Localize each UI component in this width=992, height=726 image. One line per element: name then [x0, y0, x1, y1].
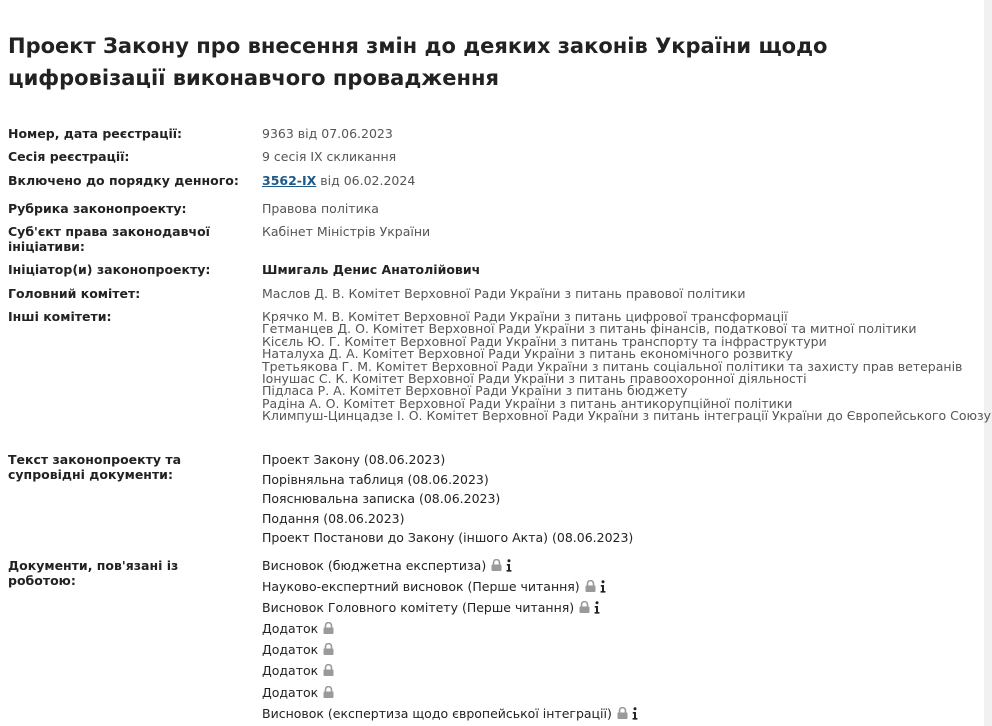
related-documents-list: [262, 555, 638, 724]
committee-item: Крячко М. В. Комітет Верховної Ради України з питань цифрової трансформації: [262, 309, 788, 324]
main-committee-value: Маслов Д. В. Комітет Верховної Ради України з питань правової політики: [262, 286, 746, 301]
info-icon[interactable]: [632, 707, 638, 720]
document-link[interactable]: Порівняльна таблиця (08.06.2023): [262, 471, 489, 487]
initiator-value: Шмигаль Денис Анатолійович: [262, 262, 481, 277]
rubric-label: Рубрика законопроекту:: [8, 201, 187, 216]
subject-label: Суб'єкт права законодавчої ініціативи:: [8, 224, 210, 254]
other-committees-label: Інші комітети:: [8, 309, 112, 324]
registration-value: 9363 від 07.06.2023: [262, 126, 393, 141]
document-link[interactable]: Проект Постанови до Закону (іншого Акта) (08.06.2023): [262, 530, 634, 546]
committee-item: Третьякова Г. М. Комітет Верховної Ради України з питань соціальної політики та захисту прав ветеранів: [262, 358, 963, 374]
agenda-date: від 06.02.2024: [320, 173, 416, 188]
info-icon[interactable]: [506, 559, 512, 572]
lock-icon: [617, 707, 628, 719]
main-committee-label: Головний комітет:: [8, 286, 141, 301]
related-document-item: [262, 682, 638, 703]
lock-icon: [323, 643, 334, 655]
document-link[interactable]: Пояснювальна записка (08.06.2023): [262, 491, 501, 507]
documents-label: Текст законопроекту та супровідні документи:: [8, 452, 182, 482]
related-document-link[interactable]: Висновок (бюджетна експертиза): [262, 558, 487, 573]
committee-item: Іонушас С. К. Комітет Верховної Ради України з питань правоохоронної діяльності: [262, 371, 807, 387]
subject-value: Кабінет Міністрів України: [262, 224, 431, 239]
committee-item: Радіна А. О. Комітет Верховної Ради України з питань антикорупційної політики: [262, 395, 793, 411]
related-document-link[interactable]: Науково-експертний висновок (Перше читання): [262, 579, 580, 595]
related-document-link[interactable]: Додаток: [262, 642, 319, 658]
related-document-item: [262, 660, 638, 681]
committee-item: Наталуха Д. А. Комітет Верховної Ради України з питань економічного розвитку: [262, 346, 793, 362]
lock-icon: [585, 580, 596, 592]
related-document-link[interactable]: Додаток: [262, 621, 319, 637]
committee-item: Климпуш-Цинцадзе І. О. Комітет Верховної Ради України з питань інтеграції України до Європейського Союзу: [262, 408, 992, 424]
lock-icon: [491, 559, 502, 571]
initiator-label: Ініціатор(и) законопроекту:: [8, 262, 211, 277]
related-document-link[interactable]: Додаток: [262, 684, 319, 700]
agenda-label: Включено до порядку денного:: [8, 173, 239, 188]
lock-icon: [579, 601, 590, 613]
info-icon[interactable]: [594, 601, 600, 614]
agenda-resolution-link[interactable]: 3562-IX: [262, 173, 317, 188]
committee-item: Гетманцев Д. О. Комітет Верховної Ради України з питань фінансів, податкової та митної політики: [262, 321, 917, 337]
committee-item: Кісєль Ю. Г. Комітет Верховної Ради України з питань транспорту та інфраструктури: [262, 333, 827, 349]
related-document-link[interactable]: Висновок (експертиза щодо європейської інтеграції): [262, 705, 612, 721]
documents-list: [262, 450, 633, 548]
related-document-item: [262, 618, 638, 639]
related-document-item: [262, 597, 638, 618]
info-icon[interactable]: [600, 580, 606, 593]
related-documents-label: Документи, пов'язані із роботою:: [8, 558, 179, 588]
related-document-item: [262, 576, 638, 597]
registration-label: Номер, дата реєстрації:: [8, 126, 183, 141]
session-label: Сесія реєстрації:: [8, 149, 130, 164]
page-title: Проект Закону про внесення змін до деяких законів України щодо цифровізації виконавчого провадження: [8, 34, 828, 90]
agenda-value: [262, 173, 415, 188]
related-document-link[interactable]: Додаток: [262, 663, 319, 679]
related-document-link[interactable]: Висновок Головного комітету (Перше читання): [262, 600, 575, 616]
rubric-value: Правова політика: [262, 201, 379, 216]
other-committees-list: [262, 311, 991, 423]
lock-icon: [323, 664, 334, 676]
session-value: 9 сесія IX скликання: [262, 149, 397, 164]
related-document-item: [262, 639, 638, 660]
lock-icon: [323, 622, 334, 634]
related-document-item: [262, 703, 638, 724]
lock-icon: [323, 686, 334, 698]
document-link[interactable]: Подання (08.06.2023): [262, 510, 405, 526]
document-link[interactable]: Проект Закону (08.06.2023): [262, 452, 446, 467]
committee-item: Підласа Р. А. Комітет Верховної Ради України з питань бюджету: [262, 383, 688, 399]
related-document-item: [262, 555, 638, 576]
